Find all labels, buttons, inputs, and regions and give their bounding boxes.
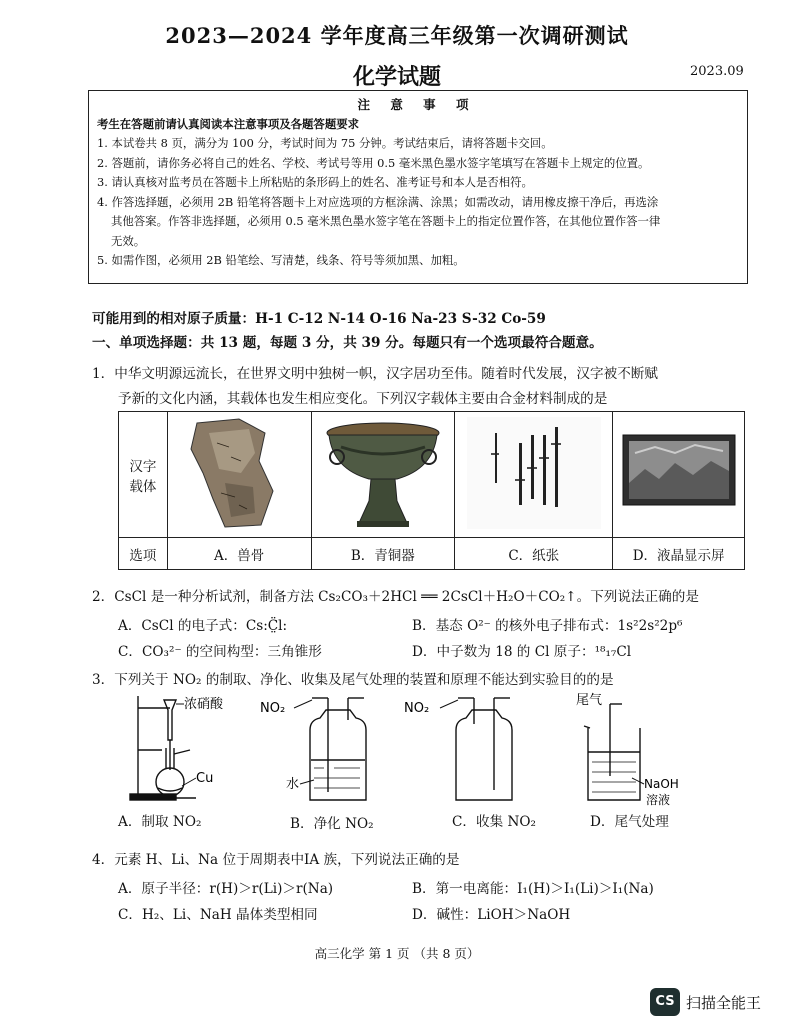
bronze-vessel-image bbox=[313, 413, 453, 533]
q3-stem: 3．下列关于 NO₂ 的制取、净化、收集及尾气处理的装置和原理不能达到实验目的的是 bbox=[92, 672, 614, 688]
q1-stem-line2: 予新的文化内涵，其载体也发生相应变化。下列汉字载体主要由合金材料制成的是 bbox=[118, 391, 608, 407]
notice-item: 2. 答题前，请你务必将自己的姓名、学校、考试号等用 0.5 毫米黑色墨水签字笔填写在答题卡上规定的位置。 bbox=[97, 155, 650, 170]
q2-stem: 2．CsCl 是一种分析试剂，制备方法 Cs₂CO₃＋2HCl ══ 2CsCl＋H₂O＋CO₂↑。下列说法正确的是 bbox=[92, 589, 699, 605]
notice-heading: 注 意 事 项 bbox=[357, 97, 477, 112]
calligraphy-paper-image bbox=[459, 413, 609, 533]
q2-option-d: D．中子数为 18 的 Cl 原子：¹⁸₁₇Cl bbox=[412, 644, 632, 660]
notice-item: 无效。 bbox=[111, 233, 146, 248]
q2-option-c: C．CO₃²⁻ 的空间构型：三角锥形 bbox=[118, 644, 322, 660]
q3-apparatus-diagram bbox=[110, 690, 730, 808]
page-footer: 高三化学 第 1 页 （共 8 页） bbox=[314, 946, 480, 961]
q3-option-a: A．制取 NO₂ bbox=[118, 814, 202, 830]
scanner-watermark bbox=[650, 988, 790, 1018]
label-water: 水 bbox=[286, 777, 300, 792]
exam-subtitle: 化学试题 bbox=[352, 64, 441, 90]
exam-date: 2023.09 bbox=[690, 64, 744, 79]
q4-option-a: A．原子半径：r(H)＞r(Li)＞r(Na) bbox=[118, 881, 334, 897]
label-naoh: NaOH bbox=[644, 777, 679, 791]
notice-box bbox=[88, 90, 748, 284]
q1-option-c: C．纸张 bbox=[455, 538, 613, 570]
q2-option-a: A．CsCl 的电子式：Cs:C̤̈l: bbox=[118, 618, 288, 634]
notice-item: 4. 作答选择题，必须用 2B 铅笔将答题卡上对应选项的方框涂满、涂黑；如需改动，请用橡皮擦干净后，再选涂 bbox=[97, 194, 659, 209]
label-cu: Cu bbox=[196, 771, 214, 786]
q2-option-b: B．基态 O²⁻ 的核外电子排布式：1s²2s²2p⁶ bbox=[412, 618, 683, 634]
q1-option-a: A．兽骨 bbox=[167, 538, 311, 570]
apparatus-d bbox=[584, 704, 640, 800]
q3-option-d: D．尾气处理 bbox=[590, 814, 669, 830]
exam-title: 2023—2024 学年度高三年级第一次调研测试 bbox=[165, 23, 629, 48]
label-tail-gas: 尾气 bbox=[576, 693, 603, 708]
q1-stem-line1: 1．中华文明源远流长，在世界文明中独树一帜，汉字居功至伟。随着时代发展，汉字被不断赋 bbox=[92, 366, 658, 382]
bone-image bbox=[169, 413, 309, 533]
label-no2-c: NO₂ bbox=[404, 701, 430, 716]
notice-item: 其他答案。作答非选择题，必须用 0.5 毫米黑色墨水签字笔在答题卡上的指定位置作答，在其他位置作答一律 bbox=[111, 214, 661, 228]
apparatus-c bbox=[456, 698, 512, 800]
section-heading: 一、单项选择题：共 13 题，每题 3 分，共 39 分。每题只有一个选项最符合题意。 bbox=[92, 335, 603, 351]
notice-item: 5. 如需作图，必须用 2B 铅笔绘、写清楚，线条、符号等须加黑、加粗。 bbox=[97, 253, 465, 267]
lcd-screen-image bbox=[615, 413, 743, 533]
q3-option-b: B．净化 NO₂ bbox=[290, 816, 374, 832]
q4-option-b: B．第一电离能：I₁(H)＞I₁(Li)＞I₁(Na) bbox=[412, 881, 654, 897]
apparatus-b bbox=[310, 698, 366, 800]
q3-option-c: C．收集 NO₂ bbox=[452, 814, 536, 830]
notice-item: 3. 请认真核对监考员在答题卡上所粘贴的条形码上的姓名、准考证号和本人是否相符。 bbox=[97, 175, 533, 189]
label-no2-b: NO₂ bbox=[260, 701, 286, 716]
q1-image-bone bbox=[167, 412, 311, 538]
q1-options-label: 选项 bbox=[119, 538, 168, 570]
q1-table bbox=[118, 411, 745, 570]
q4-stem: 4．元素 H、Li、Na 位于周期表中ⅠA 族，下列说法正确的是 bbox=[92, 852, 460, 868]
q4-option-d: D．碱性：LiOH＞NaOH bbox=[412, 907, 571, 923]
q1-option-b: B．青铜器 bbox=[311, 538, 455, 570]
q1-row-label: 汉字 载体 bbox=[119, 412, 168, 538]
q4-option-c: C．H₂、Li、NaH 晶体类型相同 bbox=[118, 907, 318, 923]
notice-item: 1. 本试卷共 8 页，满分为 100 分，考试时间为 75 分钟。考试结束后，请将答题卡交回。 bbox=[97, 136, 553, 150]
atomic-masses: 可能用到的相对原子质量：H-1 C-12 N-14 O-16 Na-23 S-32 Co-59 bbox=[92, 311, 546, 327]
label-solution: 溶液 bbox=[646, 793, 671, 807]
q1-image-paper bbox=[455, 412, 613, 538]
scanner-app-name: 扫描全能王 bbox=[686, 994, 762, 1012]
camscanner-logo: CS bbox=[650, 988, 680, 1016]
q1-option-d: D．液晶显示屏 bbox=[613, 538, 745, 570]
q1-image-lcd bbox=[613, 412, 745, 538]
q1-image-bronze bbox=[311, 412, 455, 538]
notice-subheading: 考生在答题前请认真阅读本注意事项及各题答题要求 bbox=[97, 116, 359, 131]
label-conc-nitric: 浓硝酸 bbox=[184, 697, 224, 712]
